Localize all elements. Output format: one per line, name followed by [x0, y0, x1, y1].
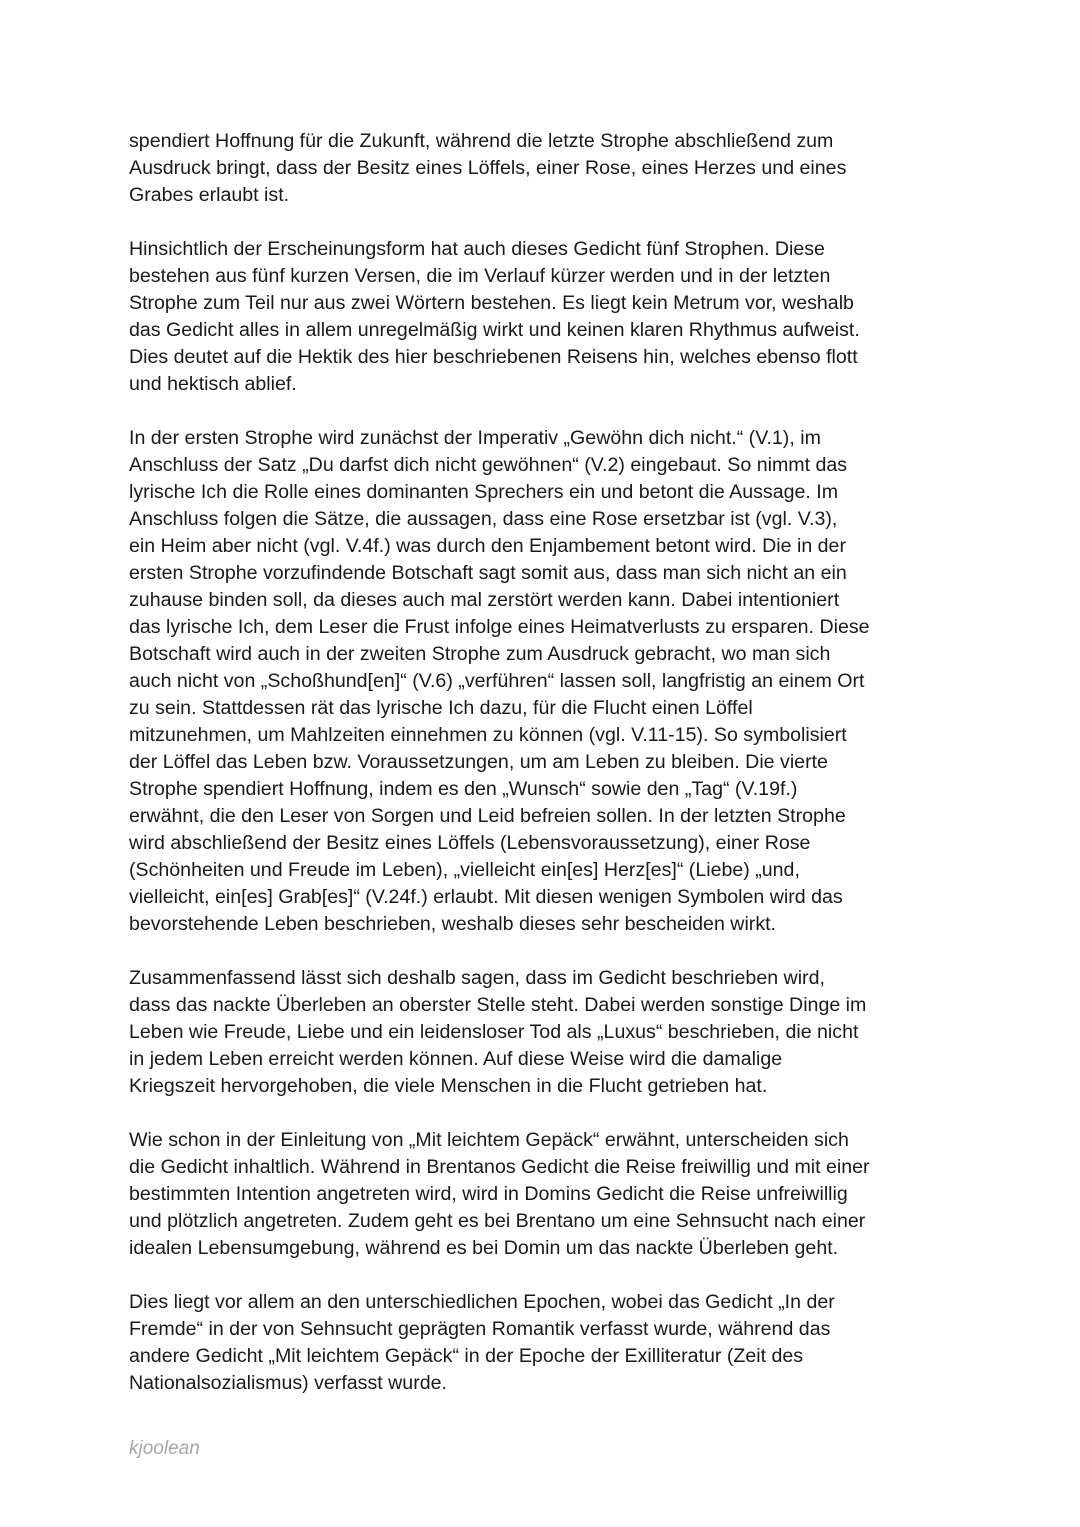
text-line: in jedem Leben erreicht werden können. Auf diese Weise wird die damalige: [129, 1048, 783, 1070]
text-line: das Gedicht alles in allem unregelmäßig wirkt und keinen klaren Rhythmus aufweist.: [129, 319, 860, 341]
text-line: lyrische Ich die Rolle eines dominanten Sprechers ein und betont die Aussage. Im: [129, 481, 839, 503]
paragraph: [129, 1127, 959, 1262]
text-line: spendiert Hoffnung für die Zukunft, während die letzte Strophe abschließend zum: [129, 130, 834, 152]
text-line: andere Gedicht „Mit leichtem Gepäck“ in der Epoche der Exilliteratur (Zeit des: [129, 1345, 804, 1367]
text-line: Fremde“ in der von Sehnsucht geprägten Romantik verfasst wurde, während das: [129, 1318, 831, 1340]
text-line: ein Heim aber nicht (vgl. V.4f.) was durch den Enjambement betont wird. Die in der: [129, 535, 846, 557]
text-line: In der ersten Strophe wird zunächst der Imperativ „Gewöhn dich nicht.“ (V.1), im: [129, 427, 821, 449]
author-footer: kjoolean: [129, 1438, 200, 1459]
text-line: zu sein. Stattdessen rät das lyrische Ich dazu, für die Flucht einen Löffel: [129, 697, 753, 719]
text-line: Dies deutet auf die Hektik des hier beschriebenen Reisens hin, welches ebenso flott: [129, 346, 858, 368]
text-line: Anschluss der Satz „Du darfst dich nicht gewöhnen“ (V.2) eingebaut. So nimmt das: [129, 454, 848, 476]
paragraph: [129, 236, 959, 398]
text-line: erwähnt, die den Leser von Sorgen und Leid befreien sollen. In der letzten Strophe: [129, 805, 846, 827]
text-line: Kriegszeit hervorgehoben, die viele Menschen in die Flucht getrieben hat.: [129, 1075, 768, 1097]
text-line: auch nicht von „Schoßhund[en]“ (V.6) „verführen“ lassen soll, langfristig an einem Ort: [129, 670, 865, 692]
text-line: der Löffel das Leben bzw. Voraussetzungen, um am Leben zu bleiben. Die vierte: [129, 751, 828, 773]
text-line: die Gedicht inhaltlich. Während in Brentanos Gedicht die Reise freiwillig und mit einer: [129, 1156, 870, 1178]
paragraph: [129, 1289, 959, 1397]
text-line: und hektisch ablief.: [129, 373, 297, 395]
document-body: [129, 128, 959, 1424]
text-line: bevorstehende Leben beschrieben, weshalb dieses sehr bescheiden wirkt.: [129, 913, 777, 935]
text-line: zuhause binden soll, da dieses auch mal zerstört werden kann. Dabei intentioniert: [129, 589, 840, 611]
text-line: vielleicht, ein[es] Grab[es]“ (V.24f.) erlaubt. Mit diesen wenigen Symbolen wird das: [129, 886, 843, 908]
text-line: Botschaft wird auch in der zweiten Strophe zum Ausdruck gebracht, wo man sich: [129, 643, 831, 665]
text-line: Nationalsozialismus) verfasst wurde.: [129, 1372, 447, 1394]
text-line: bestehen aus fünf kurzen Versen, die im Verlauf kürzer werden und in der letzten: [129, 265, 831, 287]
text-line: mitzunehmen, um Mahlzeiten einnehmen zu können (vgl. V.11-15). So symbolisiert: [129, 724, 847, 746]
text-line: (Schönheiten und Freude im Leben), „vielleicht ein[es] Herz[es]“ (Liebe) „und,: [129, 859, 800, 881]
text-line: Dies liegt vor allem an den unterschiedlichen Epochen, wobei das Gedicht „In der: [129, 1291, 835, 1313]
text-line: und plötzlich angetreten. Zudem geht es bei Brentano um eine Sehnsucht nach einer: [129, 1210, 866, 1232]
text-line: bestimmten Intention angetreten wird, wird in Domins Gedicht die Reise unfreiwillig: [129, 1183, 848, 1205]
text-line: das lyrische Ich, dem Leser die Frust infolge eines Heimatverlusts zu ersparen. Diese: [129, 616, 870, 638]
text-line: dass das nackte Überleben an oberster Stelle steht. Dabei werden sonstige Dinge im: [129, 994, 867, 1016]
text-line: Leben wie Freude, Liebe und ein leidensloser Tod als „Luxus“ beschrieben, die nicht: [129, 1021, 859, 1043]
text-line: Anschluss folgen die Sätze, die aussagen, dass eine Rose ersetzbar ist (vgl. V.3),: [129, 508, 838, 530]
text-line: Wie schon in der Einleitung von „Mit leichtem Gepäck“ erwähnt, unterscheiden sich: [129, 1129, 849, 1151]
text-line: wird abschließend der Besitz eines Löffels (Lebensvoraussetzung), einer Rose: [129, 832, 811, 854]
text-line: idealen Lebensumgebung, während es bei Domin um das nackte Überleben geht.: [129, 1237, 839, 1259]
paragraph: [129, 425, 959, 938]
text-line: Zusammenfassend lässt sich deshalb sagen, dass im Gedicht beschrieben wird,: [129, 967, 825, 989]
paragraph: [129, 965, 959, 1100]
text-line: Grabes erlaubt ist.: [129, 184, 290, 206]
paragraph: [129, 128, 959, 209]
text-line: Strophe spendiert Hoffnung, indem es den „Wunsch“ sowie den „Tag“ (V.19f.): [129, 778, 798, 800]
text-line: Strophe zum Teil nur aus zwei Wörtern bestehen. Es liegt kein Metrum vor, weshalb: [129, 292, 854, 314]
text-line: Ausdruck bringt, dass der Besitz eines Löffels, einer Rose, eines Herzes und eines: [129, 157, 847, 179]
text-line: ersten Strophe vorzufindende Botschaft sagt somit aus, dass man sich nicht an ein: [129, 562, 847, 584]
text-line: Hinsichtlich der Erscheinungsform hat auch dieses Gedicht fünf Strophen. Diese: [129, 238, 825, 260]
